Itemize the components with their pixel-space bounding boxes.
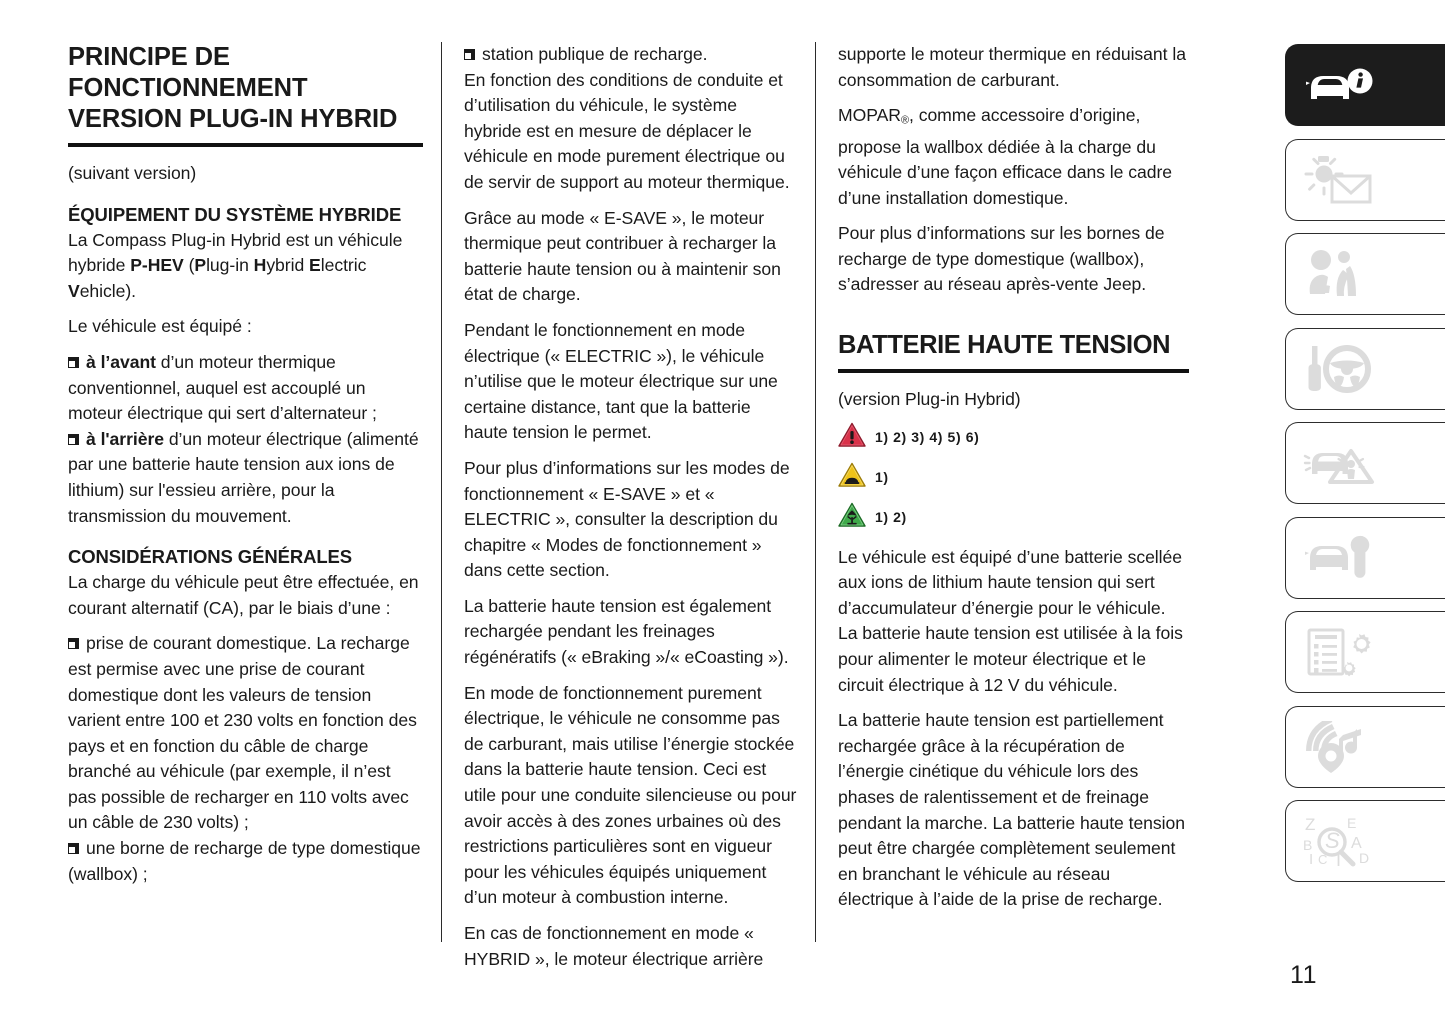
paragraph-plus-informations-modes: Pour plus d’informations sur les modes de fonctionnement « E-SAVE » et « ELECTRIC », consulter la description du chapitre « Modes de fonctionnement » dans cette section. xyxy=(464,457,790,581)
tab-alphabetical-index[interactable] xyxy=(1285,800,1445,882)
square-bullet-icon xyxy=(68,638,79,649)
svg-text:E: E xyxy=(1347,815,1357,831)
alphabet-magnifier-icon xyxy=(1303,814,1393,868)
paragraph-supporte-moteur: supporte le moteur thermique en réduisant la consommation de carburant. xyxy=(838,44,1186,90)
chapter-tab-rail xyxy=(1285,44,1445,882)
column-two xyxy=(442,42,815,969)
section-title-batterie-haute-tension: BATTERIE HAUTE TENSION xyxy=(838,330,1189,373)
text-run: , comme accessoire d’origine, propose la wallbox dédiée à la charge du véhicule d’une façon efficace dans le cadre d’une installation domestique. xyxy=(838,105,1172,208)
page-number: 11 xyxy=(1290,961,1317,989)
square-bullet-icon xyxy=(68,434,79,445)
text-run: une borne de recharge de type domestique (wallbox) ; xyxy=(68,838,421,884)
warning-refs-caution: 1) xyxy=(875,469,889,486)
text-run-bold: P xyxy=(194,255,207,276)
warning-triangle-green-tree-icon xyxy=(838,502,866,533)
car-wrench-icon xyxy=(1303,532,1381,584)
svg-text:S: S xyxy=(1325,828,1340,853)
warning-refs-danger: 1) 2) 3) 4) 5) 6) xyxy=(875,429,980,446)
warning-row-caution xyxy=(838,462,1189,493)
tab-multimedia[interactable] xyxy=(1285,706,1445,788)
airbag-seatbelt-icon xyxy=(1303,248,1381,300)
paragraph-mode-esave: Grâce au mode « E-SAVE », le moteur thermique peut contribuer à recharger la batterie haute tension ou à maintenir son état de charge. xyxy=(464,207,781,305)
tab-vehicle-info[interactable] xyxy=(1285,44,1445,126)
text-run-bold: E xyxy=(309,255,321,276)
column-three xyxy=(816,42,1189,952)
page-title: PRINCIPE DE FONCTIONNEMENT VERSION PLUG-IN HYBRID xyxy=(68,42,423,147)
text-run: d’un moteur thermique conventionnel, auquel est accouplé un moteur électrique qui sert d’alternateur ; xyxy=(68,351,377,424)
list-item-avant xyxy=(68,350,423,427)
paragraph-recuperation-energie: La batterie haute tension est partiellement rechargée grâce à la récupération de l’énergie cinétique du véhicule lors des phases de ralentissement et de freinage pendant la marche. La batterie haute tension peut être chargée complètement seulement en branchant le véhicule au réseau électrique à l’aide de la prise de recharge. xyxy=(838,710,1185,910)
text-run: ehicle). xyxy=(79,280,137,301)
list-gears-icon xyxy=(1303,626,1381,678)
paragraph-vehicule-equipe: Le véhicule est équipé : xyxy=(68,316,252,337)
square-bullet-icon xyxy=(464,49,475,60)
square-bullet-icon xyxy=(68,843,79,854)
key-steering-wheel-icon xyxy=(1303,343,1381,395)
warning-triangle-yellow-car-icon xyxy=(838,462,866,493)
section-heading-equipement: ÉQUIPEMENT DU SYSTÈME HYBRIDE xyxy=(68,203,402,225)
svg-text:B: B xyxy=(1303,837,1313,853)
car-info-icon xyxy=(1303,63,1381,107)
text-run: lug-in xyxy=(206,255,254,276)
sun-envelope-icon xyxy=(1303,154,1381,206)
tab-starting-driving[interactable] xyxy=(1285,328,1445,410)
tab-safety[interactable] xyxy=(1285,233,1445,315)
paragraph-mopar-wallbox xyxy=(838,103,1189,211)
text-run: MOPAR xyxy=(838,105,901,126)
tab-technical-specifications[interactable] xyxy=(1285,611,1445,693)
text-run: ( xyxy=(183,255,195,276)
text-run: ybrid xyxy=(266,255,310,276)
list-item-prise-domestique xyxy=(68,631,423,836)
svg-text:C: C xyxy=(1318,852,1328,867)
warning-triangle-red-exclamation-icon xyxy=(838,422,866,453)
text-run-bold: V xyxy=(68,280,80,301)
text-run: lectric xyxy=(320,255,367,276)
list-item-station-publique xyxy=(464,42,797,68)
text-run-bold: H xyxy=(253,255,267,276)
section-heading-considerations: CONSIDÉRATIONS GÉNÉRALES xyxy=(68,546,353,568)
text-run: d’un moteur électrique (alimenté par une batterie haute tension aux ions de lithium) sur l'essieu arrière, pour la transmission du mouvement. xyxy=(68,428,419,526)
text-run-bold: P-HEV xyxy=(130,255,184,276)
tab-maintenance[interactable] xyxy=(1285,517,1445,599)
warning-refs-environment: 1) 2) xyxy=(875,509,907,526)
svg-text:T: T xyxy=(1333,850,1344,868)
registered-mark: ® xyxy=(900,114,910,127)
paragraph-conditions-conduite: En fonction des conditions de conduite et d’utilisation du véhicule, le système hybride est en mesure de déplacer le véhicule en mode purement électrique ou de servir de support au moteur thermique. xyxy=(464,69,790,192)
version-note-batterie: (version Plug-in Hybrid) xyxy=(838,389,1021,410)
list-item-arriere xyxy=(68,427,423,529)
column-one xyxy=(68,42,441,952)
text-run: prise de courant domestique. La recharge est permise avec une prise de courant domestique dont les valeurs de tension varient entre 100 et 230 volts en fonction des pays et en fonction du câble de charge branché au véhicule (par exemple, il n’est pas possible de recharger en 110 volts avec un câble de 230 volts) ; xyxy=(68,633,417,833)
svg-text:I: I xyxy=(1309,851,1314,868)
text-run: La Compass Plug-in Hybrid est un véhicule hybride xyxy=(68,229,403,276)
square-bullet-icon xyxy=(68,357,79,368)
svg-text:Z: Z xyxy=(1305,815,1316,834)
paragraph-bornes-recharge-jeep: Pour plus d’informations sur les bornes de recharge de type domestique (wallbox), s’adresser au réseau après-vente Jeep. xyxy=(838,223,1165,295)
text-run: station publique de recharge. xyxy=(482,44,708,64)
paragraph-mode-purement-electrique: En mode de fonctionnement purement électrique, le véhicule ne consomme pas de carburant, mais utilise l’énergie stockée dans la batterie haute tension. Ceci est utile pour une conduite silencieuse ou pour avoir accès à des zones urbaines où des restrictions particulières sont en vigueur pour les véhicules équipés uniquement d’un moteur à combustion interne. xyxy=(464,682,797,908)
paragraph-charge-vehicule: La charge du véhicule peut être effectuée, en courant alternatif (CA), par le biais d’une : xyxy=(68,572,419,618)
paragraph-mode-electric: Pendant le fonctionnement en mode électrique (« ELECTRIC »), le véhicule n’utilise que le moteur électrique sur une certaine distance, tant que la batterie haute tension le permet. xyxy=(464,319,778,443)
tab-dashboard-displays[interactable] xyxy=(1285,139,1445,221)
warning-row-danger xyxy=(838,422,1189,453)
list-item-wallbox xyxy=(68,836,423,887)
paragraph-freinages-regeneratifs: La batterie haute tension est également rechargée pendant les freinages régénératifs (« eBraking »/« eCoasting »). xyxy=(464,595,789,668)
tab-emergency[interactable] xyxy=(1285,422,1445,504)
paragraph-mode-hybrid: En cas de fonctionnement en mode « HYBRID », le moteur électrique arrière xyxy=(464,923,764,969)
warning-row-environment xyxy=(838,502,1189,533)
svg-text:D: D xyxy=(1359,850,1370,866)
text-run-bold: à l’avant xyxy=(86,351,156,372)
car-hazard-triangle-icon xyxy=(1303,437,1381,489)
three-column-layout xyxy=(68,42,1280,969)
paragraph-batterie-lithium: Le véhicule est équipé d’une batterie scellée aux ions de lithium haute tension qui sert d’accumulateur d’énergie pour le véhicule. La batterie haute tension est utilisée à la fois pour alimenter le moteur électrique et le circuit électrique à 12 V du véhicule. xyxy=(838,546,1183,695)
version-note: (suivant version) xyxy=(68,163,197,183)
text-run-bold: à l'arrière xyxy=(86,428,164,449)
paragraph-compass-phev xyxy=(68,228,423,305)
svg-text:A: A xyxy=(1351,835,1362,852)
radio-music-icon xyxy=(1303,721,1381,773)
